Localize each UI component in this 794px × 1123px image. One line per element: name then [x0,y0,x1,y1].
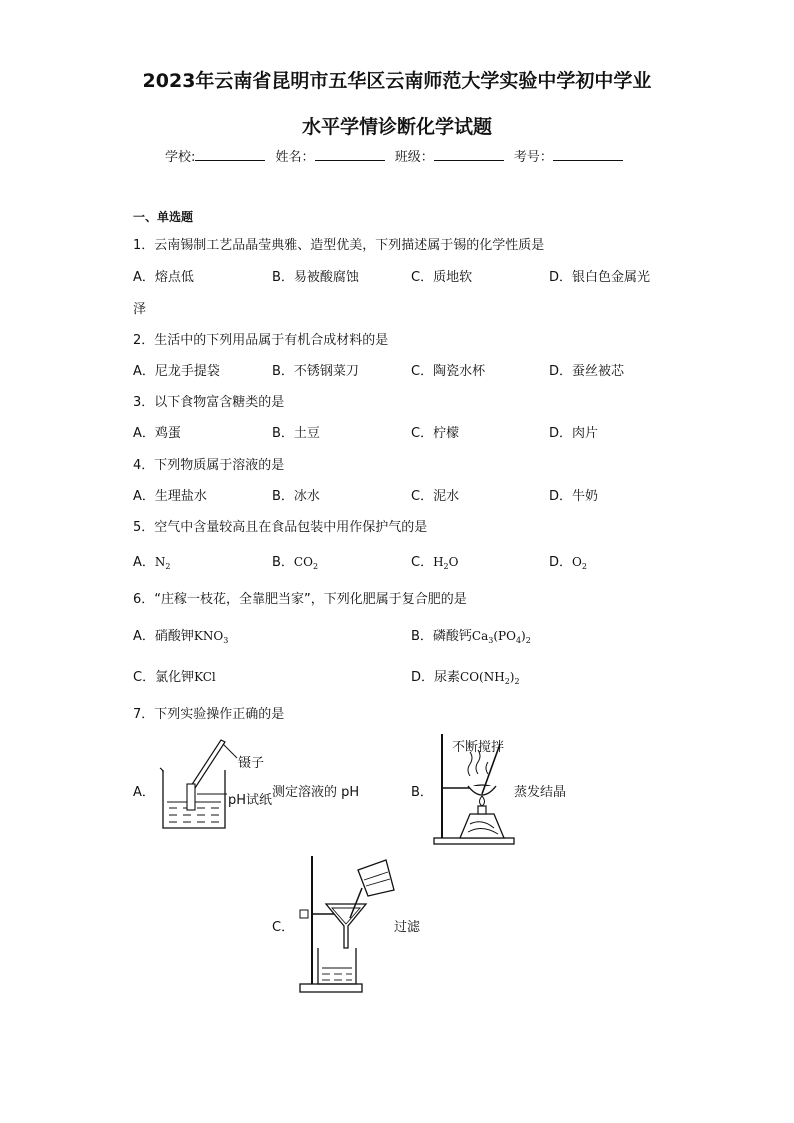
option-label: D． [549,555,573,570]
option-b[interactable]: B．易被酸腐蚀 [272,270,359,285]
question-stem: 3．以下食物富含糖类的是 [133,395,285,410]
class-label: 班级： [394,150,434,165]
flame [480,796,485,806]
option-label: C．氯化钾 [133,670,195,685]
tweezers-label: 镊子 [238,756,265,771]
ph-paper-strip [187,784,195,810]
option-b[interactable]: B．不锈钢菜刀 [272,364,359,379]
alcohol-lamp [460,814,504,838]
option-label: B． [272,555,294,570]
formula-ca3po42: $Ca_3(PO_4)_2$ [471,629,531,645]
name-label: 姓名： [275,150,315,165]
formula-co2: $CO_2$ [293,555,319,571]
option-a[interactable]: A．尼龙手提袋 [133,364,220,379]
filtration-diagram [290,852,400,997]
option-d[interactable] [411,666,520,686]
option-c[interactable]: C．质地软 [411,270,473,285]
option-d[interactable]: D．肉片 [549,426,599,441]
option-d[interactable]: D．蚕丝被芯 [549,364,625,379]
class-blank[interactable] [434,148,504,161]
question-stem: 2．生活中的下列用品属于有机合成材料的是 [133,333,389,348]
pouring-beaker [358,860,394,896]
caption-evaporation: 蒸发结晶 [514,785,567,800]
stand-base [434,838,514,844]
formula-kcl: KCl [194,670,216,684]
question-stem: 7．下列实验操作正确的是 [133,707,285,722]
option-c[interactable]: C．泥水 [411,489,460,504]
option-label: C． [411,555,434,570]
funnel [326,904,366,948]
stirring-label: 不断搅拌 [452,740,505,755]
receiving-beaker [318,948,356,984]
option-label: A．硝酸钾 [133,629,194,644]
option-c[interactable]: C．柠檬 [411,426,460,441]
option-a[interactable] [133,625,228,645]
question-stem: 4．下列物质属于溶液的是 [133,458,285,473]
section-title: 一、单选题 [133,210,194,224]
ph-paper-label: pH试纸 [228,793,273,808]
formula-n2: $N_2$ [154,555,171,571]
stand-base [300,984,362,992]
paper-title-line1: 2023年云南省昆明市五华区云南师范大学实验中学初中学业 [142,70,652,92]
option-c[interactable]: C． [272,920,295,935]
option-a[interactable]: A．鸡蛋 [133,426,181,441]
student-info-line [165,146,629,165]
option-b[interactable] [272,551,318,571]
option-d[interactable]: D．牛奶 [549,489,599,504]
name-blank[interactable] [315,148,385,161]
formula-o2: $O_2$ [572,555,587,571]
paper-title-line2: 水平学情诊断化学试题 [301,116,492,138]
tweezers-shape [191,740,225,788]
option-d[interactable]: D．银白色金属光 [549,270,651,285]
caption-filtration: 过滤 [394,920,421,935]
formula-kno3: $KNO_3$ [193,629,229,645]
formula-h2o: $H_2O$ [433,555,459,571]
exam-no-label: 考号： [513,150,553,165]
exam-no-blank[interactable] [553,148,623,161]
school-label: 学校: [165,150,196,165]
option-b[interactable]: B．土豆 [272,426,320,441]
option-label: D．尿素 [411,670,461,685]
option-c[interactable] [133,666,216,685]
question-stem: 5．空气中含量较高且在食品包装中用作保护气的是 [133,520,428,535]
caption-ph-test: 测定溶液的 pH [272,785,360,800]
option-a[interactable] [133,551,171,571]
formula-urea: $CO(NH_2)_2$ [460,670,520,686]
option-b[interactable]: B． [411,785,433,800]
question-stem: 1．云南锡制工艺品晶莹典雅、造型优美，下列描述属于锡的化学性质是 [133,238,545,253]
option-a[interactable]: A．生理盐水 [133,489,207,504]
option-c[interactable]: C．陶瓷水杯 [411,364,486,379]
option-label: A． [133,555,155,570]
option-c[interactable] [411,551,458,571]
option-d-wrap: 泽 [133,302,147,317]
option-a[interactable]: A．熔点低 [133,270,194,285]
school-blank[interactable] [195,148,265,161]
option-b[interactable] [411,625,531,645]
option-d[interactable] [549,551,587,571]
option-a[interactable]: A． [133,785,155,800]
option-b[interactable]: B．冰水 [272,489,320,504]
option-label: B．磷酸钙 [411,629,472,644]
question-stem: 6．“庄稼一枝花，全靠肥当家”，下列化肥属于复合肥的是 [133,592,467,607]
